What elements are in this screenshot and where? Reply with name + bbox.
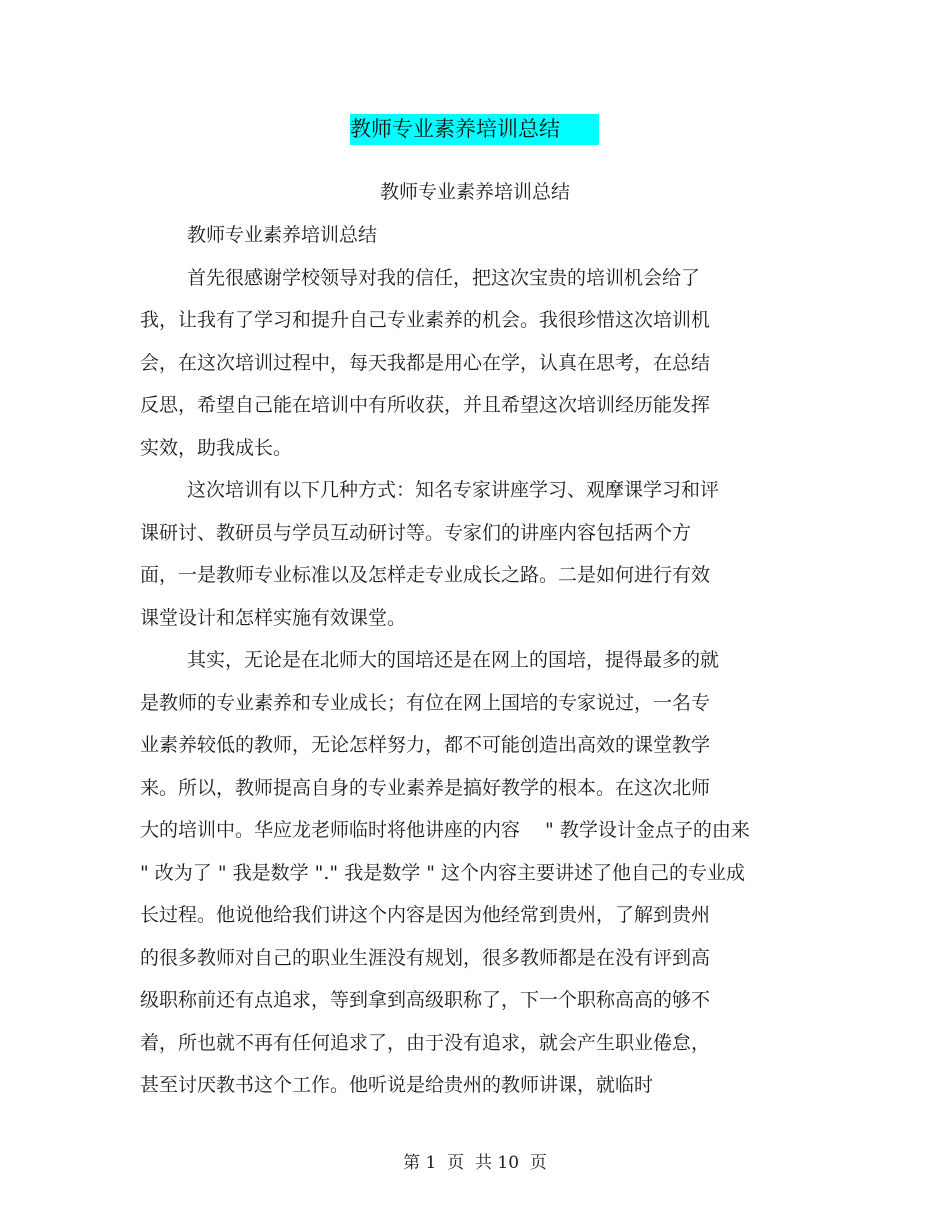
text-line: 反思，希望自己能在培训中有所收获，并且希望这次培训经历能发挥 (140, 394, 711, 416)
body-text (140, 220, 800, 1113)
text-line: " 改为了 " 我是数学 "." 我是数学 " 这个内容主要讲述了他自己的专业成 (140, 861, 746, 884)
text-line: 会，在这次培训过程中，每天我都是用心在学，认真在思考，在总结 (140, 351, 711, 374)
text-line: 教师专业素养培训总结 (187, 224, 378, 246)
text-line: 课研讨、教研员与学员互动研讨等。专家们的讲座内容包括两个方 (140, 521, 692, 544)
text-line: 大的培训中。华应龙老师临时将他讲座的内容 " 教学设计金点子的由来 (140, 819, 750, 841)
text-line: 业素养较低的教师，无论怎样努力，都不可能创造出高效的课堂教学 (140, 734, 711, 756)
text-line: 课堂设计和怎样实施有效课堂。 (140, 606, 407, 629)
text-line: 甚至讨厌教书这个工作。他听说是给贵州的教师讲课，就临时 (140, 1074, 654, 1096)
text-line: 其实，无论是在北师大的国培还是在网上的国培，提得最多的就 (187, 649, 720, 671)
highlighted-title: 教师专业素养培训总结 (350, 114, 599, 145)
text-line: 的很多教师对自己的职业生涯没有规划，很多教师都是在没有评到高 (140, 946, 711, 969)
text-line: 这次培训有以下几种方式：知名专家讲座学习、观摩课学习和评 (187, 479, 720, 501)
text-line: 首先很感谢学校领导对我的信任，把这次宝贵的培训机会给了 (187, 266, 701, 289)
text-line: 面，一是教师专业标准以及怎样走专业成长之路。二是如何进行有效 (140, 564, 711, 586)
text-line: 我，让我有了学习和提升自己专业素养的机会。我很珍惜这次培训机 (140, 309, 711, 331)
text-line: 来。所以，教师提高自身的专业素养是搞好教学的根本。在这次北师 (140, 776, 711, 799)
text-line: 着，所也就不再有任何追求了，由于没有追求，就会产生职业倦怠， (140, 1031, 711, 1054)
text-line: 长过程。他说他给我们讲这个内容是因为他经常到贵州，了解到贵州 (140, 904, 711, 926)
document-subtitle: 教师专业素养培训总结 (379, 181, 570, 203)
page-footer: 第 1 页 共 10 页 (403, 1153, 547, 1173)
text-line: 级职称前还有点追求，等到拿到高级职称了，下一个职称高高的够不 (140, 989, 711, 1011)
text-line: 是教师的专业素养和专业成长；有位在网上国培的专家说过，一名专 (140, 691, 711, 714)
text-line: 实效，助我成长。 (140, 436, 293, 459)
